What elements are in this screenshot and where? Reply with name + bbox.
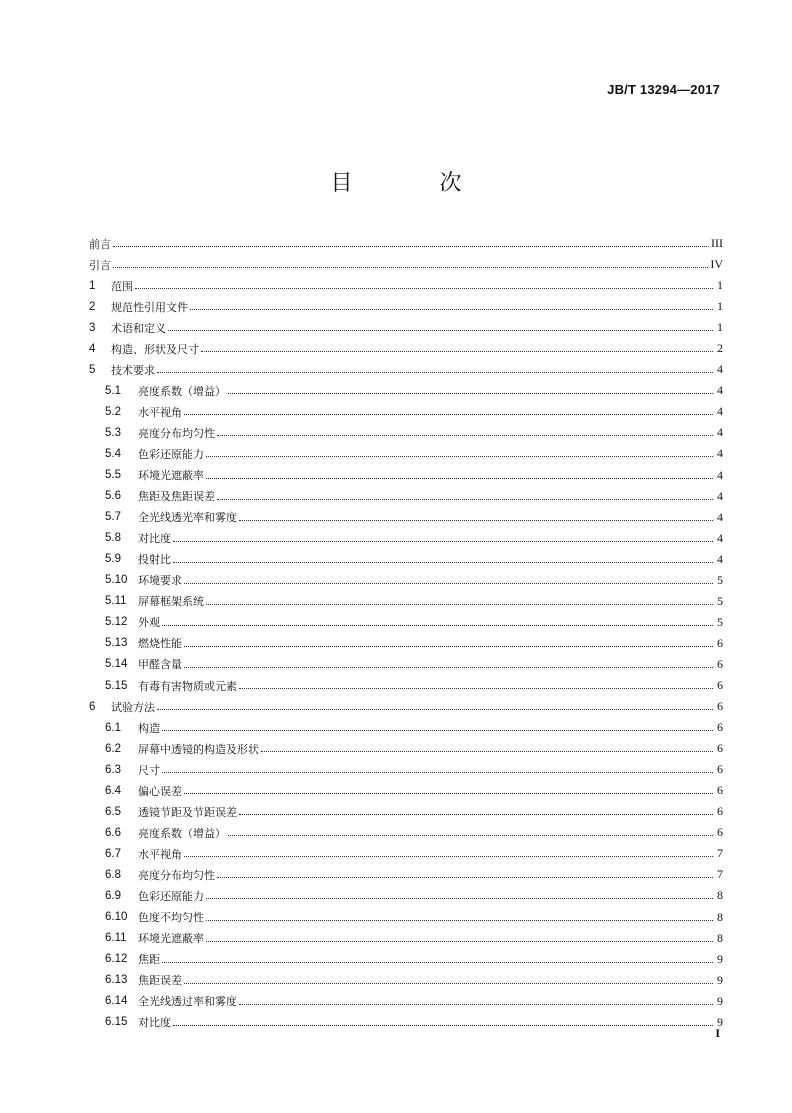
toc-entry[interactable] xyxy=(89,528,723,549)
dot-leader xyxy=(173,1025,713,1026)
toc-entry-title: 环境要求 xyxy=(138,574,182,588)
toc-entry-page: 6 xyxy=(717,783,723,798)
toc-entry-page: 1 xyxy=(717,299,723,314)
dot-leader xyxy=(135,288,713,289)
dot-leader xyxy=(157,372,713,373)
toc-entry-page: 4 xyxy=(717,467,723,482)
toc-entry[interactable] xyxy=(89,591,723,612)
toc-entry-page: 1 xyxy=(717,278,723,293)
toc-entry-page: 4 xyxy=(717,488,723,503)
toc-entry-title: 焦距及焦距误差 xyxy=(138,490,215,504)
toc-entry-page: 4 xyxy=(717,446,723,461)
dot-leader xyxy=(261,751,713,752)
toc-entry-page: 7 xyxy=(717,867,723,882)
toc-entry-number: 6.12 xyxy=(105,953,128,966)
toc-entry-page: 4 xyxy=(717,530,723,545)
toc-entry-title: 全光线透过率和雾度 xyxy=(138,995,237,1009)
dot-leader xyxy=(239,1004,713,1005)
toc-entry-number: 1 xyxy=(89,279,96,292)
toc-entry-title: 技术要求 xyxy=(111,363,155,377)
toc-entry-page: 9 xyxy=(717,951,723,966)
dot-leader xyxy=(206,920,713,921)
dot-leader xyxy=(162,962,713,963)
toc-entry-number: 4 xyxy=(89,342,96,355)
toc-entry-title: 色彩还原能力 xyxy=(138,889,204,903)
toc-entry-page: 2 xyxy=(717,341,723,356)
toc-entry-page: 6 xyxy=(717,720,723,735)
toc-entry-page: 9 xyxy=(717,1014,723,1029)
dot-leader xyxy=(217,877,713,878)
toc-entry-page: 5 xyxy=(717,614,723,629)
toc-entry-number: 5.11 xyxy=(105,595,127,608)
toc-entry-title: 透镜节距及节距误差 xyxy=(138,805,237,819)
toc-entry-page: 1 xyxy=(717,320,723,335)
toc-entry-page: 9 xyxy=(717,993,723,1008)
standard-code: JB/T 13294—2017 xyxy=(607,82,720,97)
toc-entry[interactable] xyxy=(89,949,723,970)
toc-entry[interactable] xyxy=(89,422,723,443)
dot-leader xyxy=(184,667,713,668)
toc-entry[interactable] xyxy=(89,991,723,1012)
toc-entry-number: 5.6 xyxy=(105,490,121,503)
dot-leader xyxy=(239,520,713,521)
toc-entry-title: 亮度分布均匀性 xyxy=(138,426,215,440)
toc-entry-title: 燃烧性能 xyxy=(138,637,182,651)
toc-entry-number: 6.13 xyxy=(105,974,128,987)
toc-entry-number: 6.14 xyxy=(105,995,128,1008)
toc-entry-number: 5 xyxy=(89,363,96,376)
dot-leader xyxy=(228,835,713,836)
dot-leader xyxy=(162,625,713,626)
toc-entry-page: 4 xyxy=(717,551,723,566)
toc-entry[interactable] xyxy=(89,443,723,464)
toc-entry-title: 试验方法 xyxy=(111,700,155,714)
toc-entry-title: 屏幕框架系统 xyxy=(138,595,204,609)
toc-entry-number: 6.7 xyxy=(105,847,121,860)
toc-entry-number: 6.9 xyxy=(105,889,121,902)
toc-entry[interactable] xyxy=(89,401,723,422)
dot-leader xyxy=(184,983,713,984)
dot-leader xyxy=(173,562,713,563)
toc-entry-title: 外观 xyxy=(138,616,160,630)
toc-entry-title: 亮度系数（增益） xyxy=(138,826,226,840)
toc-entry-page: 4 xyxy=(717,404,723,419)
toc-entry-page: 6 xyxy=(717,825,723,840)
toc-entry-number: 3 xyxy=(89,321,96,334)
dot-leader xyxy=(113,267,708,268)
toc-entry[interactable] xyxy=(89,738,723,759)
toc-entry[interactable] xyxy=(89,507,723,528)
toc-entry-page: 8 xyxy=(717,930,723,945)
toc-entry-number: 5.10 xyxy=(105,574,128,587)
toc-entry-title: 亮度系数（增益） xyxy=(138,384,226,398)
dot-leader xyxy=(206,478,713,479)
dot-leader xyxy=(217,499,713,500)
toc-entry-page: 8 xyxy=(717,909,723,924)
toc-entry-number: 6.2 xyxy=(105,742,121,755)
toc-entry[interactable] xyxy=(89,359,723,380)
toc-entry-number: 6.10 xyxy=(105,911,128,924)
toc-entry-number: 5.7 xyxy=(105,511,121,524)
dot-leader xyxy=(217,435,713,436)
toc-entry-number: 6.4 xyxy=(105,784,121,797)
toc-entry-title: 前言 xyxy=(89,237,111,251)
toc-entry[interactable] xyxy=(89,822,723,843)
toc-entry[interactable] xyxy=(89,843,723,864)
toc-entry-number: 6.1 xyxy=(105,721,121,734)
toc-entry-title: 水平视角 xyxy=(138,405,182,419)
toc-entry-page: 6 xyxy=(717,741,723,756)
toc-entry-title: 术语和定义 xyxy=(111,321,166,335)
toc-entry-title: 色度不均匀性 xyxy=(138,911,204,925)
toc-entry-page: 6 xyxy=(717,656,723,671)
toc-entry[interactable] xyxy=(89,654,723,675)
toc-entry-title: 环境光遮蔽率 xyxy=(138,932,204,946)
toc-entry-title: 范围 xyxy=(111,279,133,293)
toc-entry-number: 5.12 xyxy=(105,616,128,629)
dot-leader xyxy=(162,730,713,731)
dot-leader xyxy=(190,309,713,310)
toc-entry[interactable] xyxy=(89,907,723,928)
toc-entry[interactable] xyxy=(89,864,723,885)
toc-entry-number: 5.15 xyxy=(105,679,128,692)
dot-leader xyxy=(228,393,713,394)
toc-entry-title: 构造、形状及尺寸 xyxy=(111,342,199,356)
toc-entry-title: 亮度分布均匀性 xyxy=(138,868,215,882)
toc-entry-page: 4 xyxy=(717,425,723,440)
toc-entry-title: 全光线透光率和雾度 xyxy=(138,511,237,525)
toc-entry-number: 2 xyxy=(89,300,96,313)
toc-entry-title: 构造 xyxy=(138,721,160,735)
toc-entry-title: 水平视角 xyxy=(138,847,182,861)
toc-entry-number: 5.13 xyxy=(105,637,128,650)
toc-entry-title: 焦距 xyxy=(138,953,160,967)
toc-entry-page: 6 xyxy=(717,678,723,692)
toc-entry[interactable] xyxy=(89,885,723,906)
toc-entry[interactable] xyxy=(89,275,723,296)
toc-entry-number: 5.4 xyxy=(105,447,121,460)
toc-entry[interactable] xyxy=(89,633,723,654)
dot-leader xyxy=(184,793,713,794)
toc-entry[interactable] xyxy=(89,780,723,801)
toc-entry[interactable] xyxy=(89,612,723,633)
dot-leader xyxy=(206,604,713,605)
toc-entry[interactable] xyxy=(89,970,723,991)
dot-leader xyxy=(184,646,713,647)
toc-entry-page: 6 xyxy=(717,699,723,714)
toc-entry-title: 屏幕中透镜的构造及形状 xyxy=(138,742,259,756)
toc-entry-page: 7 xyxy=(717,846,723,861)
toc-entry-title: 有毒有害物质或元素 xyxy=(138,679,237,693)
toc-entry-title: 偏心误差 xyxy=(138,784,182,798)
dot-leader xyxy=(201,351,713,352)
toc-entry[interactable] xyxy=(89,380,723,401)
toc-entry[interactable] xyxy=(89,338,723,359)
toc-entry-title: 甲醛含量 xyxy=(138,658,182,672)
toc-entry-page: III xyxy=(711,236,723,251)
toc-entry-title: 引言 xyxy=(89,258,111,272)
toc-entry-page: 4 xyxy=(717,383,723,398)
toc-entry[interactable] xyxy=(89,233,723,254)
toc-entry-page: 6 xyxy=(717,762,723,777)
toc-entry-page: 6 xyxy=(717,635,723,650)
toc-entry-number: 5.8 xyxy=(105,532,121,545)
toc-entry-title: 尺寸 xyxy=(138,763,160,777)
toc-entry-page: 6 xyxy=(717,804,723,819)
toc-entry-page: 4 xyxy=(717,362,723,377)
dot-leader xyxy=(239,688,713,689)
dot-leader xyxy=(206,898,713,899)
toc-entry-title: 投射比 xyxy=(138,553,171,567)
toc-entry[interactable] xyxy=(89,317,723,338)
toc-entry-title: 焦距误差 xyxy=(138,974,182,988)
table-of-contents xyxy=(89,233,723,1033)
toc-entry[interactable] xyxy=(89,928,723,949)
toc-entry[interactable] xyxy=(89,254,723,275)
toc-entry-number: 5.1 xyxy=(105,384,121,397)
toc-entry[interactable] xyxy=(89,296,723,317)
toc-entry-page: 5 xyxy=(717,572,723,587)
dot-leader xyxy=(168,330,713,331)
toc-entry-number: 5.2 xyxy=(105,405,121,418)
toc-entry[interactable] xyxy=(89,675,723,696)
dot-leader xyxy=(162,772,713,773)
toc-entry-number: 6.5 xyxy=(105,805,121,818)
toc-entry[interactable] xyxy=(89,570,723,591)
toc-entry[interactable] xyxy=(89,801,723,822)
toc-entry-page: 9 xyxy=(717,972,723,987)
toc-entry-page: IV xyxy=(710,257,723,272)
toc-entry-title: 规范性引用文件 xyxy=(111,300,188,314)
toc-entry[interactable] xyxy=(89,486,723,507)
toc-entry-number: 6.15 xyxy=(105,1016,128,1029)
dot-leader xyxy=(206,456,713,457)
toc-entry-number: 6.3 xyxy=(105,763,121,776)
toc-entry[interactable] xyxy=(89,465,723,486)
toc-entry-number: 5.9 xyxy=(105,553,121,566)
toc-entry[interactable] xyxy=(89,759,723,780)
toc-entry-page: 8 xyxy=(717,888,723,903)
toc-entry-number: 5.5 xyxy=(105,469,121,482)
toc-entry-number: 6.8 xyxy=(105,868,121,881)
toc-entry-title: 环境光遮蔽率 xyxy=(138,469,204,483)
toc-title: 目 次 xyxy=(330,171,502,196)
toc-entry[interactable] xyxy=(89,696,723,717)
toc-entry[interactable] xyxy=(89,549,723,570)
dot-leader xyxy=(157,709,713,710)
dot-leader xyxy=(184,856,713,857)
dot-leader xyxy=(113,246,709,247)
dot-leader xyxy=(184,583,713,584)
toc-entry-page: 4 xyxy=(717,509,723,524)
dot-leader xyxy=(239,814,713,815)
toc-entry-title: 对比度 xyxy=(138,532,171,546)
toc-entry-number: 5.3 xyxy=(105,426,121,439)
toc-entry-number: 6 xyxy=(89,700,96,713)
toc-entry-title: 色彩还原能力 xyxy=(138,447,204,461)
toc-entry-title: 对比度 xyxy=(138,1016,171,1030)
toc-entry-page: 5 xyxy=(717,593,723,608)
page-number: I xyxy=(715,1026,720,1040)
toc-entry-number: 6.6 xyxy=(105,826,121,839)
toc-entry-number: 5.14 xyxy=(105,658,128,671)
dot-leader xyxy=(173,541,713,542)
toc-entry[interactable] xyxy=(89,717,723,738)
toc-entry-number: 6.11 xyxy=(105,932,127,945)
toc-entry[interactable] xyxy=(89,1012,723,1033)
dot-leader xyxy=(184,414,713,415)
dot-leader xyxy=(206,941,713,942)
